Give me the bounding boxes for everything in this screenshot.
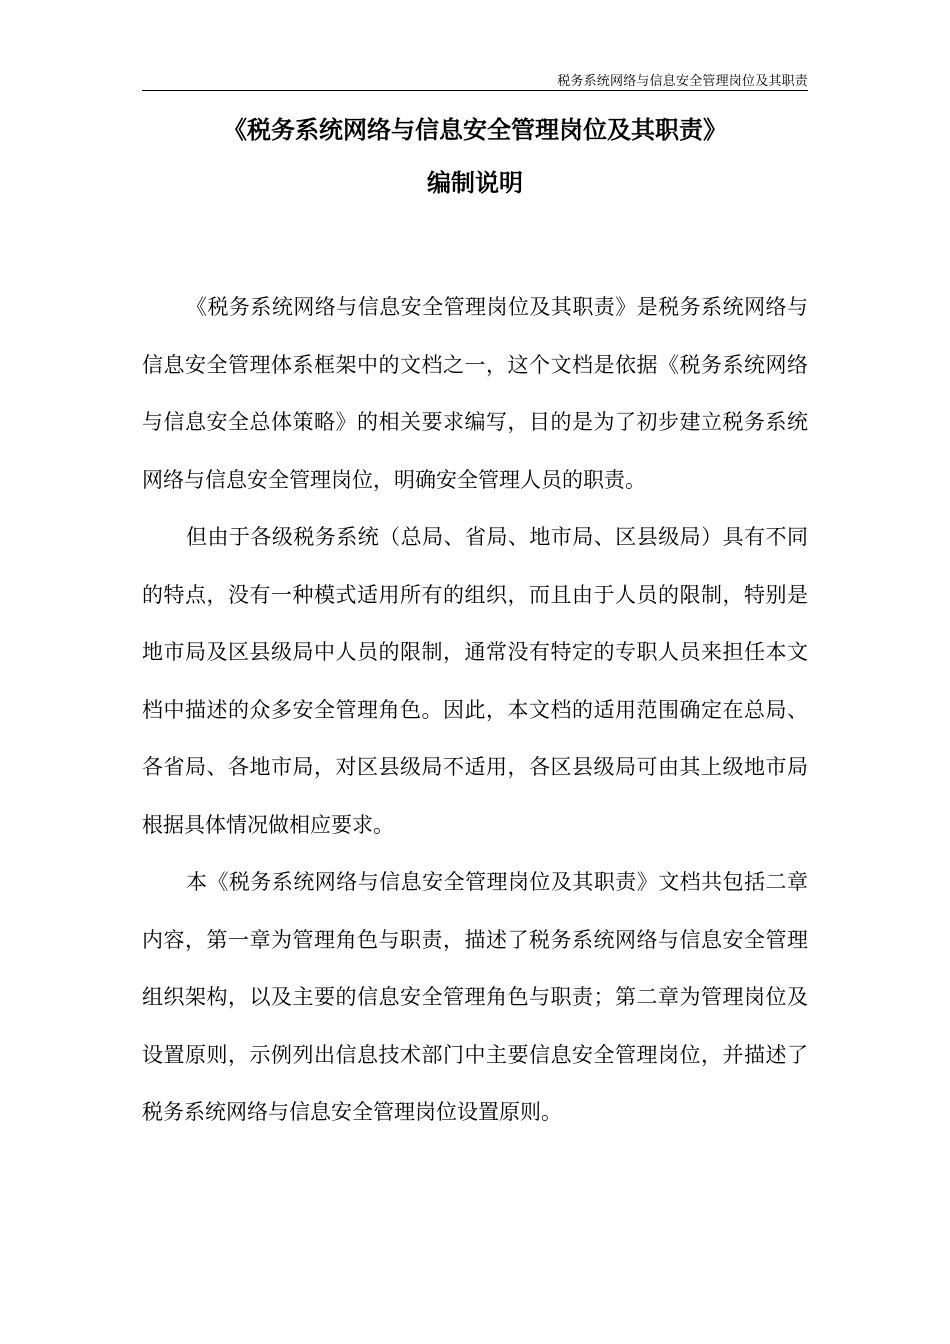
document-subtitle: 编制说明 bbox=[427, 169, 523, 197]
document-title: 《税务系统网络与信息安全管理岗位及其职责》 bbox=[223, 116, 727, 144]
running-header-title: 税务系统网络与信息安全管理岗位及其职责 bbox=[557, 74, 808, 89]
document-body bbox=[142, 279, 808, 1142]
paragraph-structure: 本《税务系统网络与信息安全管理岗位及其职责》文档共包括二章内容，第一章为管理角色与职责，描述了税务系统网络与信息安全管理组织架构，以及主要的信息安全管理角色与职责；第二章为管理岗位及设置原则，示例列出信息技术部门中主要信息安全管理岗位，并描述了税务系统网络与信息安全管理岗位设置原则。 bbox=[142, 870, 808, 1124]
page-header bbox=[142, 64, 808, 91]
paragraph-scope: 但由于各级税务系统（总局、省局、地市局、区县级局）具有不同的特点，没有一种模式适用所有的组织，而且由于人员的限制，特别是地市局及区县级局中人员的限制，通常没有特定的专职人员来担任本文档中描述的众多安全管理角色。因此，本文档的适用范围确定在总局、各省局、各地市局，对区县级局不适用，各区县级局可由其上级地市局根据具体情况做相应要求。 bbox=[142, 525, 808, 837]
paragraph-purpose: 《税务系统网络与信息安全管理岗位及其职责》是税务系统网络与信息安全管理体系框架中的文档之一，这个文档是依据《税务系统网络与信息安全总体策略》的相关要求编写，目的是为了初步建立税务系统网络与信息安全管理岗位，明确安全管理人员的职责。 bbox=[142, 295, 808, 492]
